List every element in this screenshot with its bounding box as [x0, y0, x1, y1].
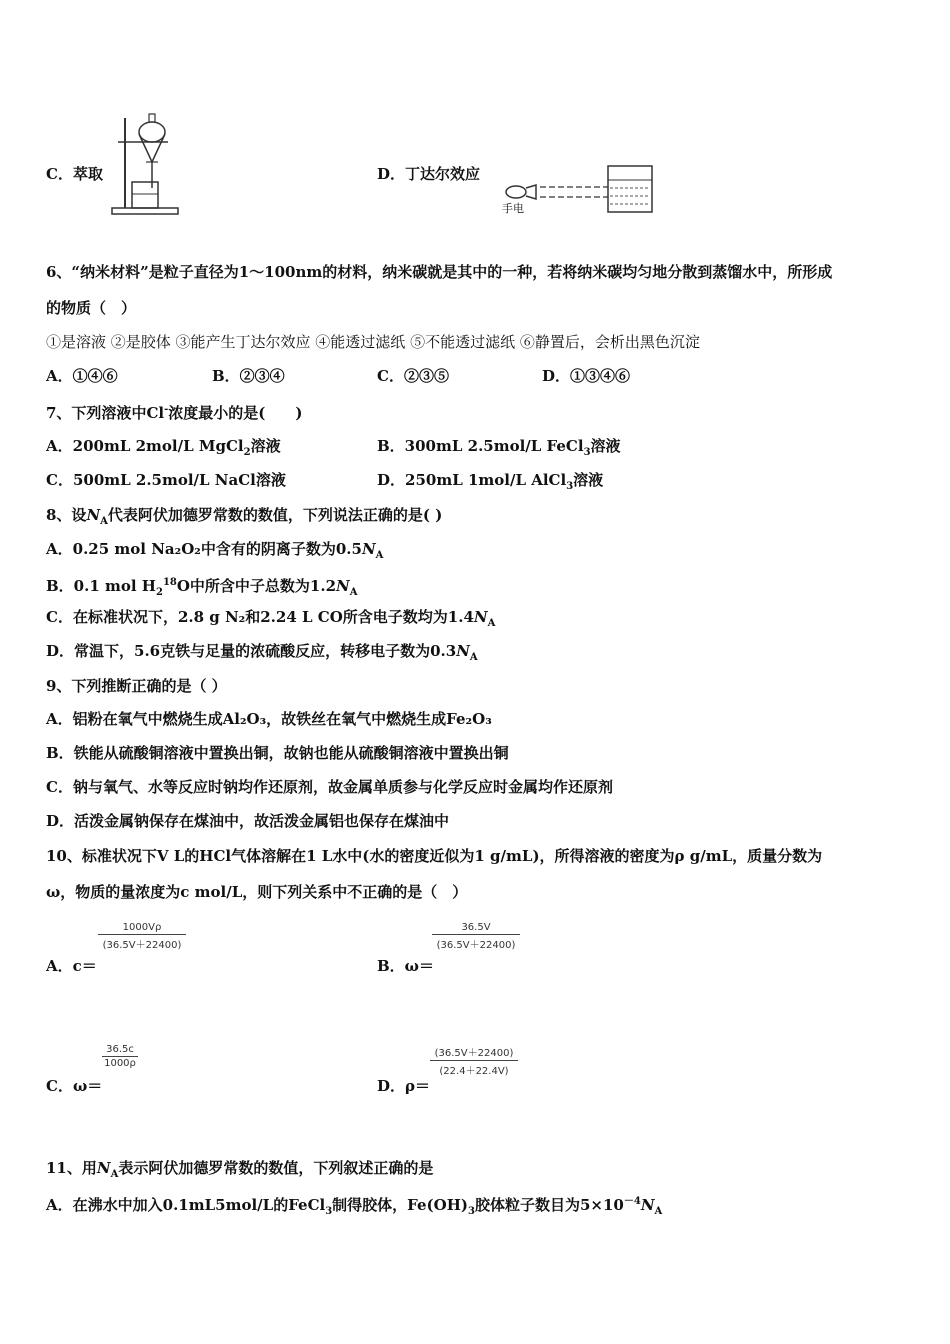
- q10-formula-c: $\frac{36.5c}{1000\rho}$: [102, 1044, 138, 1069]
- q10-formula-d: $\frac{(36.5V+22400)}{(22.4+22.4V)}$: [430, 1044, 518, 1077]
- q6-option-d: D．①③④⑥: [542, 367, 631, 385]
- q6-statements: ①是溶液 ②是胶体 ③能产生丁达尔效应 ④能透过滤纸 ⑤不能透过滤纸 ⑥静置后，会析出黑色沉淀: [46, 333, 700, 351]
- q9-option-a: A．铝粉在氧气中燃烧生成Al₂O₃，故铁丝在氧气中燃烧生成Fe₂O₃: [46, 710, 492, 728]
- q6-option-c: C．②③⑤: [377, 367, 449, 385]
- q10-stem-line2: ω，物质的量浓度为c mol/L，则下列关系中不正确的是（ ）: [46, 883, 468, 901]
- q6-option-b: B．②③④: [212, 367, 285, 385]
- q5-option-d: D．丁达尔效应: [377, 165, 481, 183]
- q8-option-a: A．0.25 mol Na₂O₂中含有的阴离子数为$0.5N_A$: [46, 540, 384, 561]
- q6-stem-line2: 的物质（ ）: [46, 299, 137, 317]
- q7-option-d: D．250mL 1mol/L AlCl$_3$溶液: [377, 471, 604, 492]
- q10-stem-line1: 10、标准状况下V L的HCl气体溶解在1 L水中(水的密度近似为1 g/mL)，所得溶液的密度为ρ g/mL，质量分数为: [46, 847, 823, 865]
- q9-stem: 9、下列推断正确的是（ ）: [46, 677, 227, 695]
- q6-stem-line1: 6、“纳米材料”是粒子直径为1～100nm的材料，纳米碳就是其中的一种，若将纳米碳均匀地分散到蒸馏水中，所形成: [46, 263, 833, 281]
- q10-option-c: C．ω＝: [46, 1077, 103, 1095]
- q7-option-a: A．200mL 2mol/L MgCl$_2$溶液: [46, 437, 281, 458]
- q9-option-c: C．钠与氧气、水等反应时钠均作还原剂，故金属单质参与化学反应时金属均作还原剂: [46, 778, 613, 796]
- q10-formula-a: $\frac{1000V\rho}{(36.5V+22400)}$: [98, 922, 186, 951]
- q10-option-d: D．ρ＝: [377, 1077, 430, 1095]
- q8-option-b: B．0.1 mol $H_2^{18}O$中所含中子总数为$1.2N_A$: [46, 577, 358, 598]
- q7-option-b: B．300mL 2.5mol/L FeCl$_3$溶液: [377, 437, 621, 458]
- q7-stem: 7、下列溶液中Cl-浓度最小的是( ): [46, 404, 303, 422]
- q7-option-c: C．500mL 2.5mol/L NaCl溶液: [46, 471, 286, 489]
- q6-option-a: A．①④⑥: [46, 367, 118, 385]
- flashlight-label: 手电: [502, 202, 524, 215]
- q9-option-d: D．活泼金属钠保存在煤油中，故活泼金属铝也保存在煤油中: [46, 812, 450, 830]
- extraction-apparatus-figure: [108, 110, 180, 216]
- q10-formula-b: $\frac{36.5V}{(36.5V+22400)}$: [432, 922, 520, 951]
- q8-option-d: D．常温下，5.6克铁与足量的浓硫酸反应，转移电子数为$0.3N_A$: [46, 642, 478, 663]
- q8-option-c: C．在标准状况下，2.8 g N₂和2.24 L CO所含电子数均为$1.4N_A$: [46, 608, 496, 629]
- q10-option-a: A．c＝: [46, 957, 97, 975]
- q10-option-b: B．ω＝: [377, 957, 434, 975]
- q8-stem: 8、设$N_A$代表阿伏加德罗常数的数值，下列说法正确的是( ): [46, 506, 443, 527]
- q9-option-b: B．铁能从硫酸铜溶液中置换出铜，故钠也能从硫酸铜溶液中置换出铜: [46, 744, 509, 762]
- q11-stem: 11、用$N_A$表示阿伏加德罗常数的数值，下列叙述正确的是: [46, 1159, 434, 1180]
- q11-option-a: A．在沸水中加入0.1mL5mol/L的FeCl$_3$制得胶体，$Fe(OH)_3$胶体粒子数目为$5\times 10^{-4}N_A$: [46, 1196, 663, 1217]
- q5-option-c: C．萃取: [46, 165, 103, 183]
